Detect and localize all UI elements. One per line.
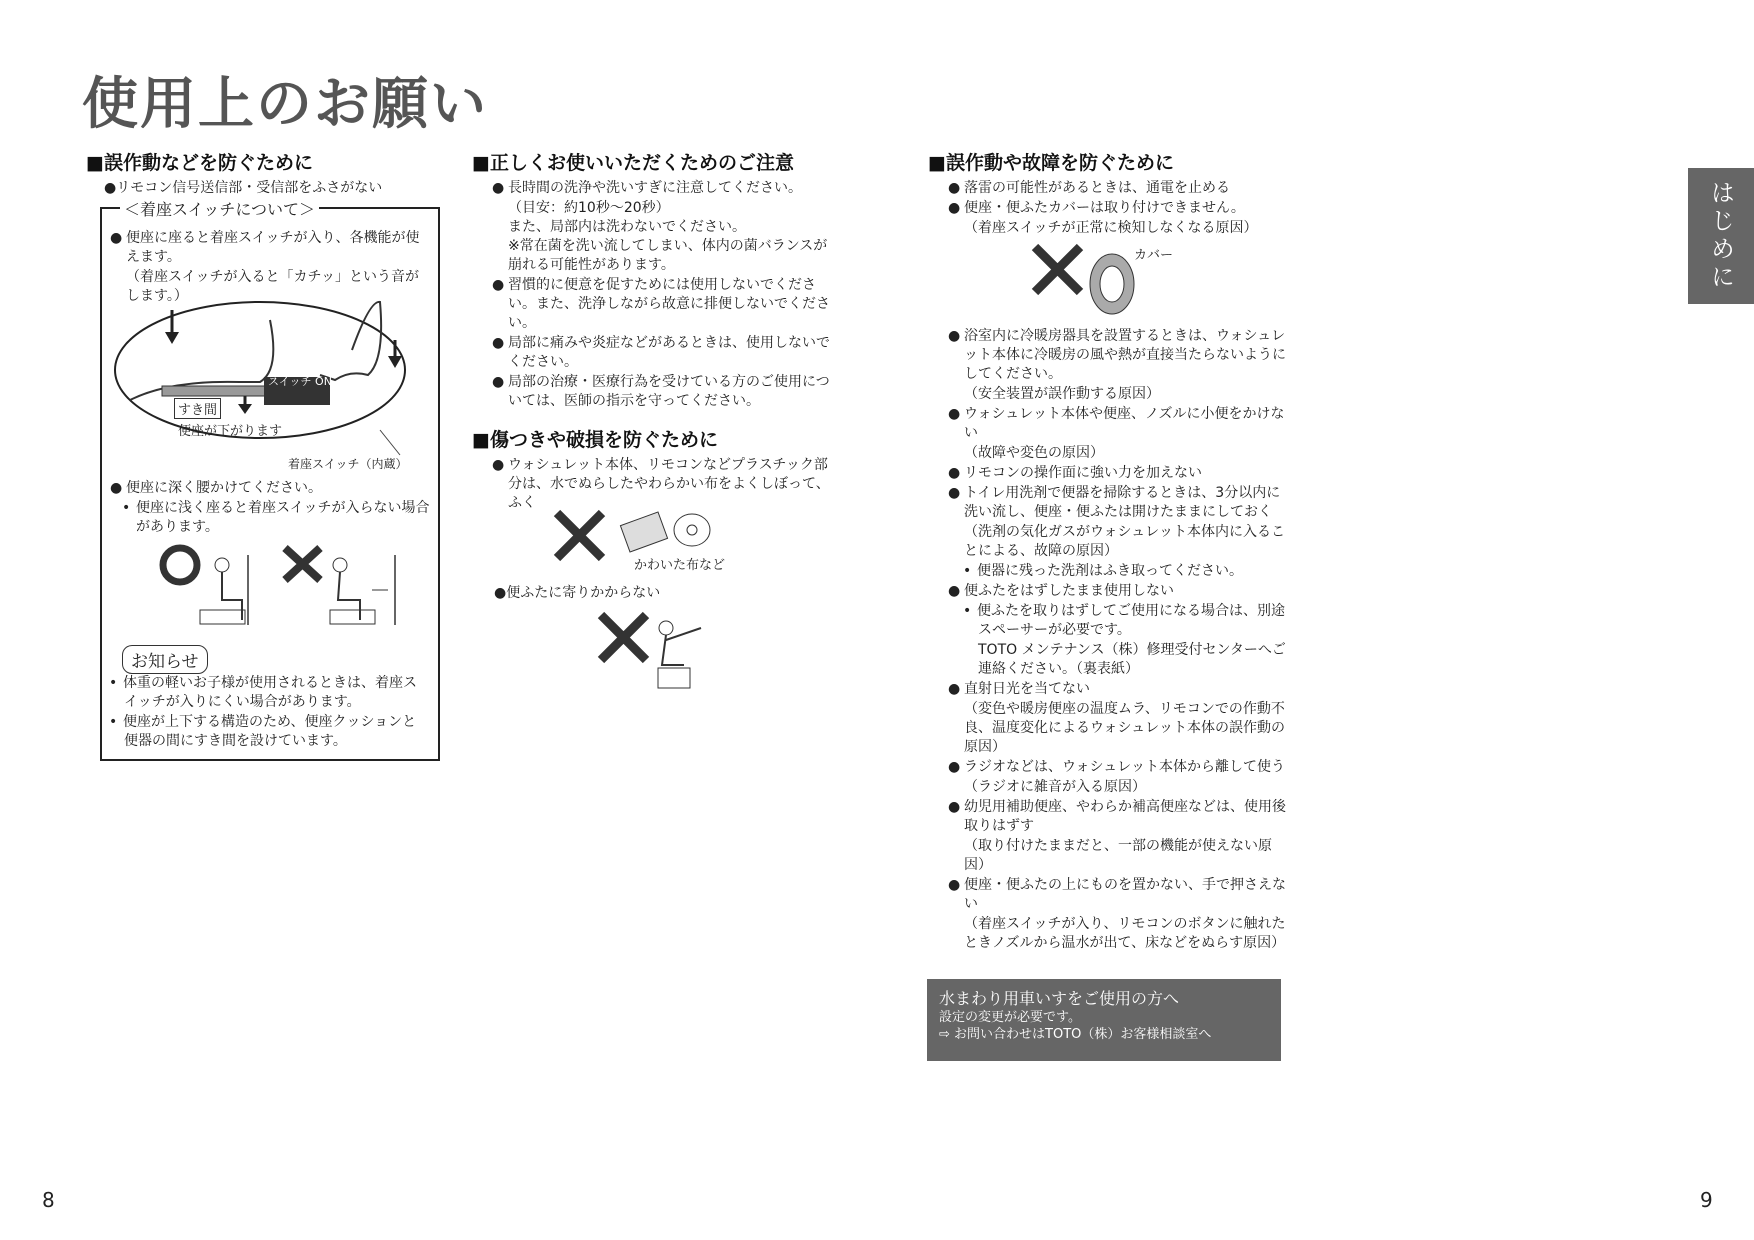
box-content-2 xyxy=(106,478,432,538)
contact-link[interactable]: ⇨ お問い合わせはTOTO（株）お客様相談室へ xyxy=(939,1027,1212,1042)
note-text: （変色や暖房便座の温度ムラ、リモコンでの作動不良、温度変化によるウォシュレット本体の誤作動の原因） xyxy=(964,701,1286,755)
arrowhead-icon xyxy=(165,332,179,344)
page-number-right: 9 xyxy=(1700,1188,1713,1212)
column-left xyxy=(86,148,446,198)
notice-text: 設定の変更が必要です。 xyxy=(939,1010,1081,1025)
ng-cross-icon xyxy=(285,548,320,580)
person-head-ok xyxy=(215,558,229,572)
ok-circle-icon xyxy=(163,548,197,582)
bullet-icon: ● xyxy=(948,877,961,893)
bullet-icon: ● xyxy=(948,583,961,599)
section-heading-2: ■傷つきや破損を防ぐために xyxy=(472,429,718,451)
arrowhead-icon-3 xyxy=(388,356,402,368)
bullet-item: ● 直射日光を当てない xyxy=(948,681,1090,697)
gap-label: すき間 xyxy=(174,398,221,419)
column-right xyxy=(928,148,1288,238)
page-title: 使用上のお願い xyxy=(82,72,488,137)
note-text: ※常在菌を洗い流してしまい、体内の菌バランスが崩れる可能性があります。 xyxy=(508,238,828,273)
seat-switch-illustration xyxy=(110,300,430,480)
note-text: （着座スイッチが正常に検知しなくなる原因） xyxy=(964,220,1258,236)
bullet-icon: ● xyxy=(948,681,961,697)
person-head-ng xyxy=(333,558,347,572)
toilet-seat xyxy=(1100,266,1124,302)
toilet xyxy=(658,668,690,688)
wheelchair-notice-box xyxy=(927,979,1281,1061)
bullet-item: ● 浴室内に冷暖房器具を設置するときは、ウォシュレット本体に冷暖房の風や熱が直接当たらないようにしてください。 xyxy=(948,328,1286,382)
seat-switch-label: 着座スイッチ（内蔵） xyxy=(288,457,408,471)
column-middle xyxy=(472,148,832,514)
toilet-side xyxy=(320,302,381,380)
note-text: （着座スイッチが入り、リモコンのボタンに触れたときノズルから温水が出て、床などをぬらす原因） xyxy=(964,916,1286,951)
wet-wipes-icon xyxy=(620,512,667,552)
bullet-icon: ● xyxy=(110,480,123,496)
note-text: （ラジオに雑音が入る原因） xyxy=(964,779,1146,795)
leader-line xyxy=(380,430,400,455)
notice-badge: お知らせ xyxy=(122,645,208,674)
person-body xyxy=(662,628,701,665)
cloth-label: かわいた布など xyxy=(634,558,726,573)
bullet-item: ● ウォシュレット本体や便座、ノズルに小便をかけない xyxy=(948,406,1285,441)
person-head xyxy=(659,621,673,635)
switch-on-label: スイッチ ON xyxy=(268,375,332,388)
bullet-icon: ● xyxy=(492,335,505,351)
bullet-item: ●リモコン信号送信部・受信部をふさがない xyxy=(104,180,383,196)
zoom-circle xyxy=(115,302,405,438)
note-text: また、局部内は洗わないでください。 xyxy=(508,219,746,235)
bullet-icon: ● xyxy=(110,230,123,246)
bullet-icon: ● xyxy=(948,799,961,815)
cover-illustration xyxy=(1030,242,1140,322)
ng-cross-icon xyxy=(601,615,646,660)
section-heading: ■誤作動や故障を防ぐために xyxy=(928,152,1174,174)
sitting-posture-illustration xyxy=(150,540,420,630)
bullet-item: ● 便座に深く腰かけてください。 xyxy=(110,480,322,496)
toilet-ok xyxy=(200,610,245,624)
note-text: （目安：約10秒～20秒） xyxy=(508,200,670,216)
column-right-lower xyxy=(928,326,1288,953)
seat-down-label: 便座が下がります xyxy=(178,424,283,439)
notice-list xyxy=(110,673,430,752)
section-tab[interactable]: はじめに xyxy=(1688,168,1754,304)
bullet-item: ● 便座・便ふたカバーは取り付けできません。 xyxy=(948,200,1245,216)
bullet-icon: ● xyxy=(948,485,961,501)
sub-bullet-item: • 便器に残った洗剤はふき取ってください。 xyxy=(963,563,1243,579)
bullet-item: ● 習慣的に便意を促すためには使用しないでください。また、洗浄しながら故意に排便しないでください。 xyxy=(492,277,830,331)
bullet-item: ● ラジオなどは、ウォシュレット本体から離して使う xyxy=(948,759,1286,775)
bullet-icon: ● xyxy=(492,277,505,293)
note-text: （安全装置が誤作動する原因） xyxy=(964,386,1160,402)
bullet-item: ● 局部に痛みや炎症などがあるときは、使用しないでください。 xyxy=(492,335,830,370)
ng-cross-icon xyxy=(557,513,602,558)
person-body-ng xyxy=(338,572,360,620)
note-text: （洗剤の気化ガスがウォシュレット本体内に入ることによる、故障の原因） xyxy=(964,524,1286,559)
bullet-item: ● 便座に座ると着座スイッチが入り、各機能が使えます。 xyxy=(110,230,420,265)
bullet-item: ● 長時間の洗浄や洗いすぎに注意してください。 xyxy=(492,180,802,196)
note-text: TOTO メンテナンス（株）修理受付センターへご連絡ください。（裏表紙） xyxy=(978,642,1286,677)
notice-item: • 体重の軽いお子様が使用されるときは、着座スイッチが入りにくい場合があります。 xyxy=(109,675,417,710)
bullet-item: ● リモコンの操作面に強い力を加えない xyxy=(948,465,1202,481)
note-text: （故障や変色の原因） xyxy=(964,445,1104,461)
bullet-item: ● 便ふたをはずしたまま使用しない xyxy=(948,583,1174,599)
bullet-icon: ● xyxy=(492,374,505,390)
section-heading: ■正しくお使いいただくためのご注意 xyxy=(472,152,794,174)
bullet-icon: ● xyxy=(948,180,961,196)
bullet-icon: ● xyxy=(948,406,961,422)
page-number-left: 8 xyxy=(42,1188,55,1212)
bullet-icon: ● xyxy=(948,465,961,481)
seat-cushion xyxy=(162,386,277,396)
bullet-item: ● 局部の治療・医療行為を受けている方のご使用については、医師の指示を守ってください。 xyxy=(492,374,830,409)
bullet-icon: ● xyxy=(492,180,505,196)
notice-item: • 便座が上下する構造のため、便座クッションと便器の間にすき間を設けています。 xyxy=(109,714,417,749)
sub-bullet-item: • 便座に浅く座ると着座スイッチが入らない場合があります。 xyxy=(122,500,430,535)
person-body-ok xyxy=(222,572,242,620)
box-title: ＜着座スイッチについて＞ xyxy=(120,197,319,220)
toilet-ng xyxy=(330,610,375,624)
sub-bullet-item: • 便ふたを取りはずしてご使用になる場合は、別途スペーサーが必要です。 xyxy=(963,603,1285,638)
bullet-icon: ● xyxy=(948,328,961,344)
ng-cross-icon xyxy=(1035,247,1080,292)
bullet-item: ● トイレ用洗剤で便器を掃除するときは、3分以内に洗い流し、便座・便ふたは開けたままにしておく xyxy=(948,485,1281,520)
note-text: （取り付けたままだと、一部の機能が使えない原因） xyxy=(964,838,1272,873)
box-content xyxy=(106,228,432,306)
bullet-icon: ● xyxy=(948,200,961,216)
bullet-item: ●便ふたに寄りかからない xyxy=(494,585,661,601)
bullet-icon: ● xyxy=(492,457,505,473)
arrowhead-icon-2 xyxy=(238,404,252,414)
bullet-item: ● 便座・便ふたの上にものを置かない、手で押さえない xyxy=(948,877,1286,912)
bullet-icon: ● xyxy=(948,759,961,775)
section-heading: ■誤作動などを防ぐために xyxy=(86,152,313,174)
bullet-item: ● 幼児用補助便座、やわらか補高便座などは、使用後取りはずす xyxy=(948,799,1286,834)
bullet-item: ● ウォシュレット本体、リモコンなどプラスチック部分は、水でぬらしたやわらかい布をよくしぼって、ふく xyxy=(492,457,830,511)
note-text: （着座スイッチが入ると「カチッ」という音がします。） xyxy=(126,269,420,304)
leaning-lid-illustration xyxy=(596,610,716,700)
notice-title: 水まわり用車いすをご使用の方へ xyxy=(939,989,1180,1008)
bullet-item: ● 落雷の可能性があるときは、通電を止める xyxy=(948,180,1230,196)
cover-label: カバー xyxy=(1134,248,1174,263)
paper-roll-icon xyxy=(674,514,710,546)
